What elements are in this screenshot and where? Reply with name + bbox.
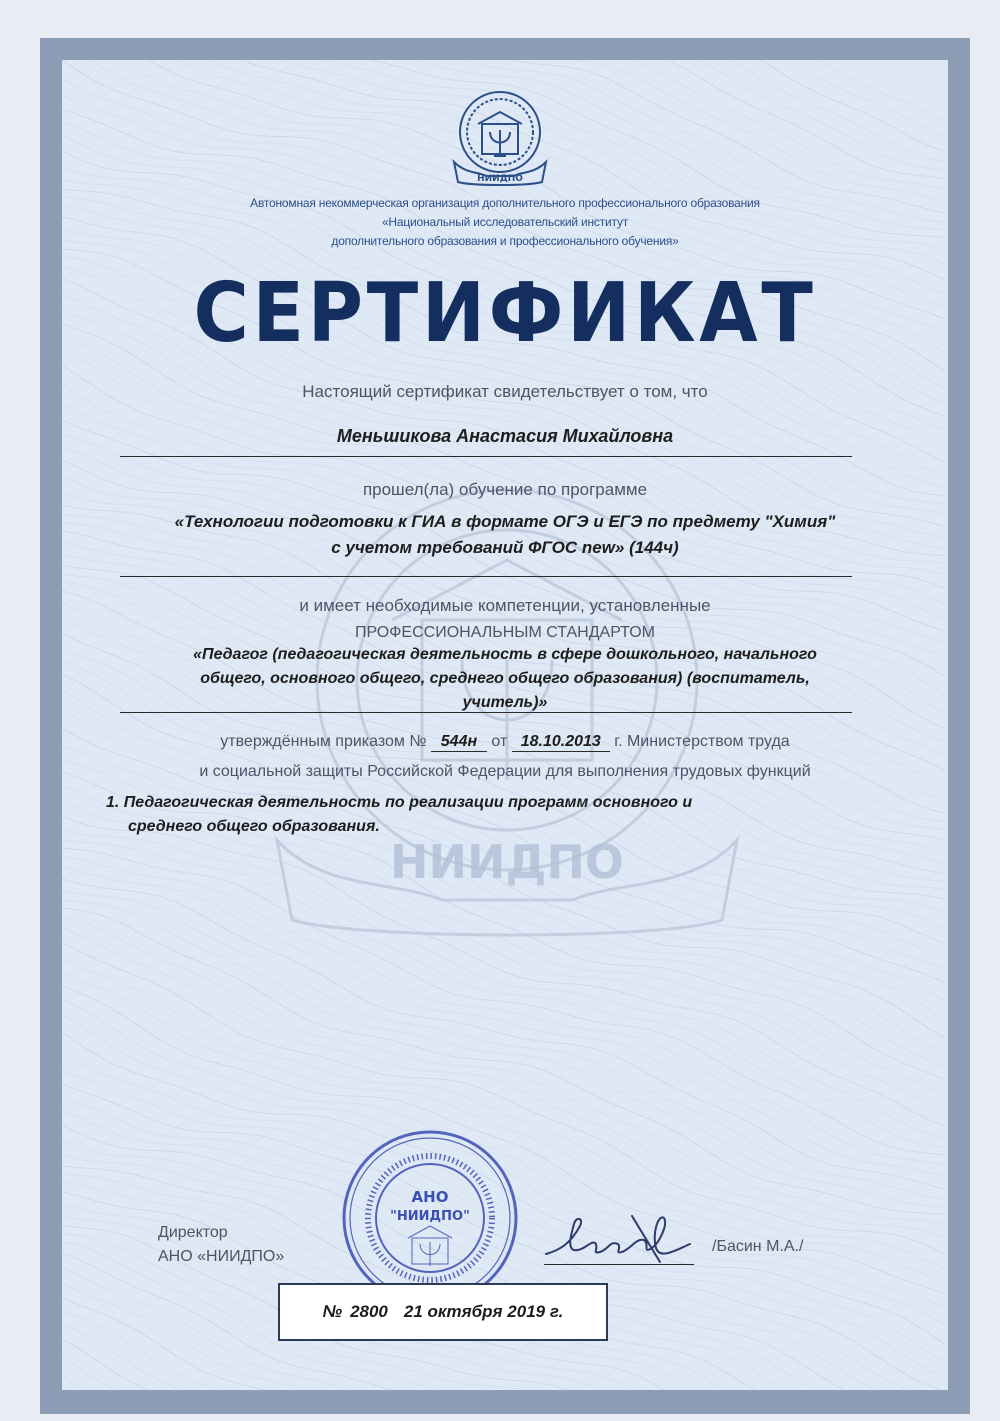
program-underline [120, 576, 852, 577]
director-org: АНО «НИИДПО» [158, 1248, 285, 1265]
certificate-date: 21 октября 2019 г. [403, 1302, 564, 1321]
org-line-1: Автономная некоммерческая организация дополнительного профессионального образования [250, 196, 760, 210]
order-number: 544н [431, 733, 487, 752]
standard-line-1: «Педагог (педагогическая деятельность в сфере дошкольного, начального [193, 646, 817, 663]
watermark-text: НИИДПО [389, 835, 625, 889]
logo-text: НИИДПО [477, 174, 523, 184]
labor-function-line-2: среднего общего образования. [128, 818, 380, 835]
labor-function-line-1: 1. Педагогическая деятельность по реализации программ основного и [106, 794, 693, 811]
standard-line-3: учитель)» [462, 694, 548, 711]
standard-label: ПРОФЕССИОНАЛЬНЫМ СТАНДАРТОМ [354, 624, 655, 641]
org-line-3: дополнительного образования и профессионального обучения» [331, 234, 679, 248]
order-line [62, 733, 948, 752]
signer-name: /Басин М.А./ [712, 1238, 804, 1255]
completed-text: прошел(ла) обучение по программе [362, 480, 648, 499]
program-line-1: «Технологии подготовки к ГИА в формате ОГЭ и ЕГЭ по предмету "Химия" [174, 512, 836, 531]
number-label: № [322, 1302, 343, 1321]
name-underline [120, 456, 852, 457]
certificate-number-box [278, 1283, 608, 1341]
order-suffix: г. Министерством труда [614, 733, 790, 750]
recipient-name: Меньшикова Анастасия Михайловна [336, 426, 674, 446]
stamp-line-1: АНО [411, 1188, 449, 1206]
program-line-2: с учетом требований ФГОС new» (144ч) [331, 538, 679, 557]
stamp-line-2: "НИИДПО" [390, 1209, 470, 1224]
signature-line [544, 1264, 694, 1265]
standard-underline [120, 712, 852, 713]
competence-text: и имеет необходимые компетенции, установленные [299, 596, 711, 615]
certificate-title: СЕРТИФИКАТ [193, 266, 817, 361]
org-line-2: «Национальный исследовательский институт [381, 215, 629, 229]
director-role: Директор [158, 1224, 228, 1241]
order-date: 18.10.2013 [512, 733, 610, 752]
standard-line-2: общего, основного общего, среднего общего образования) (воспитатель, [200, 670, 810, 687]
order-line-2: и социальной защиты Российской Федерации для выполнения трудовых функций [199, 763, 811, 780]
order-from: от [491, 733, 508, 750]
certificate-paper [62, 60, 948, 1390]
certificate-number: 2800 [350, 1302, 388, 1321]
intro-text: Настоящий сертификат свидетельствует о том, что [302, 382, 708, 401]
order-prefix: утверждённым приказом № [220, 733, 427, 750]
institute-logo-icon [440, 84, 560, 188]
